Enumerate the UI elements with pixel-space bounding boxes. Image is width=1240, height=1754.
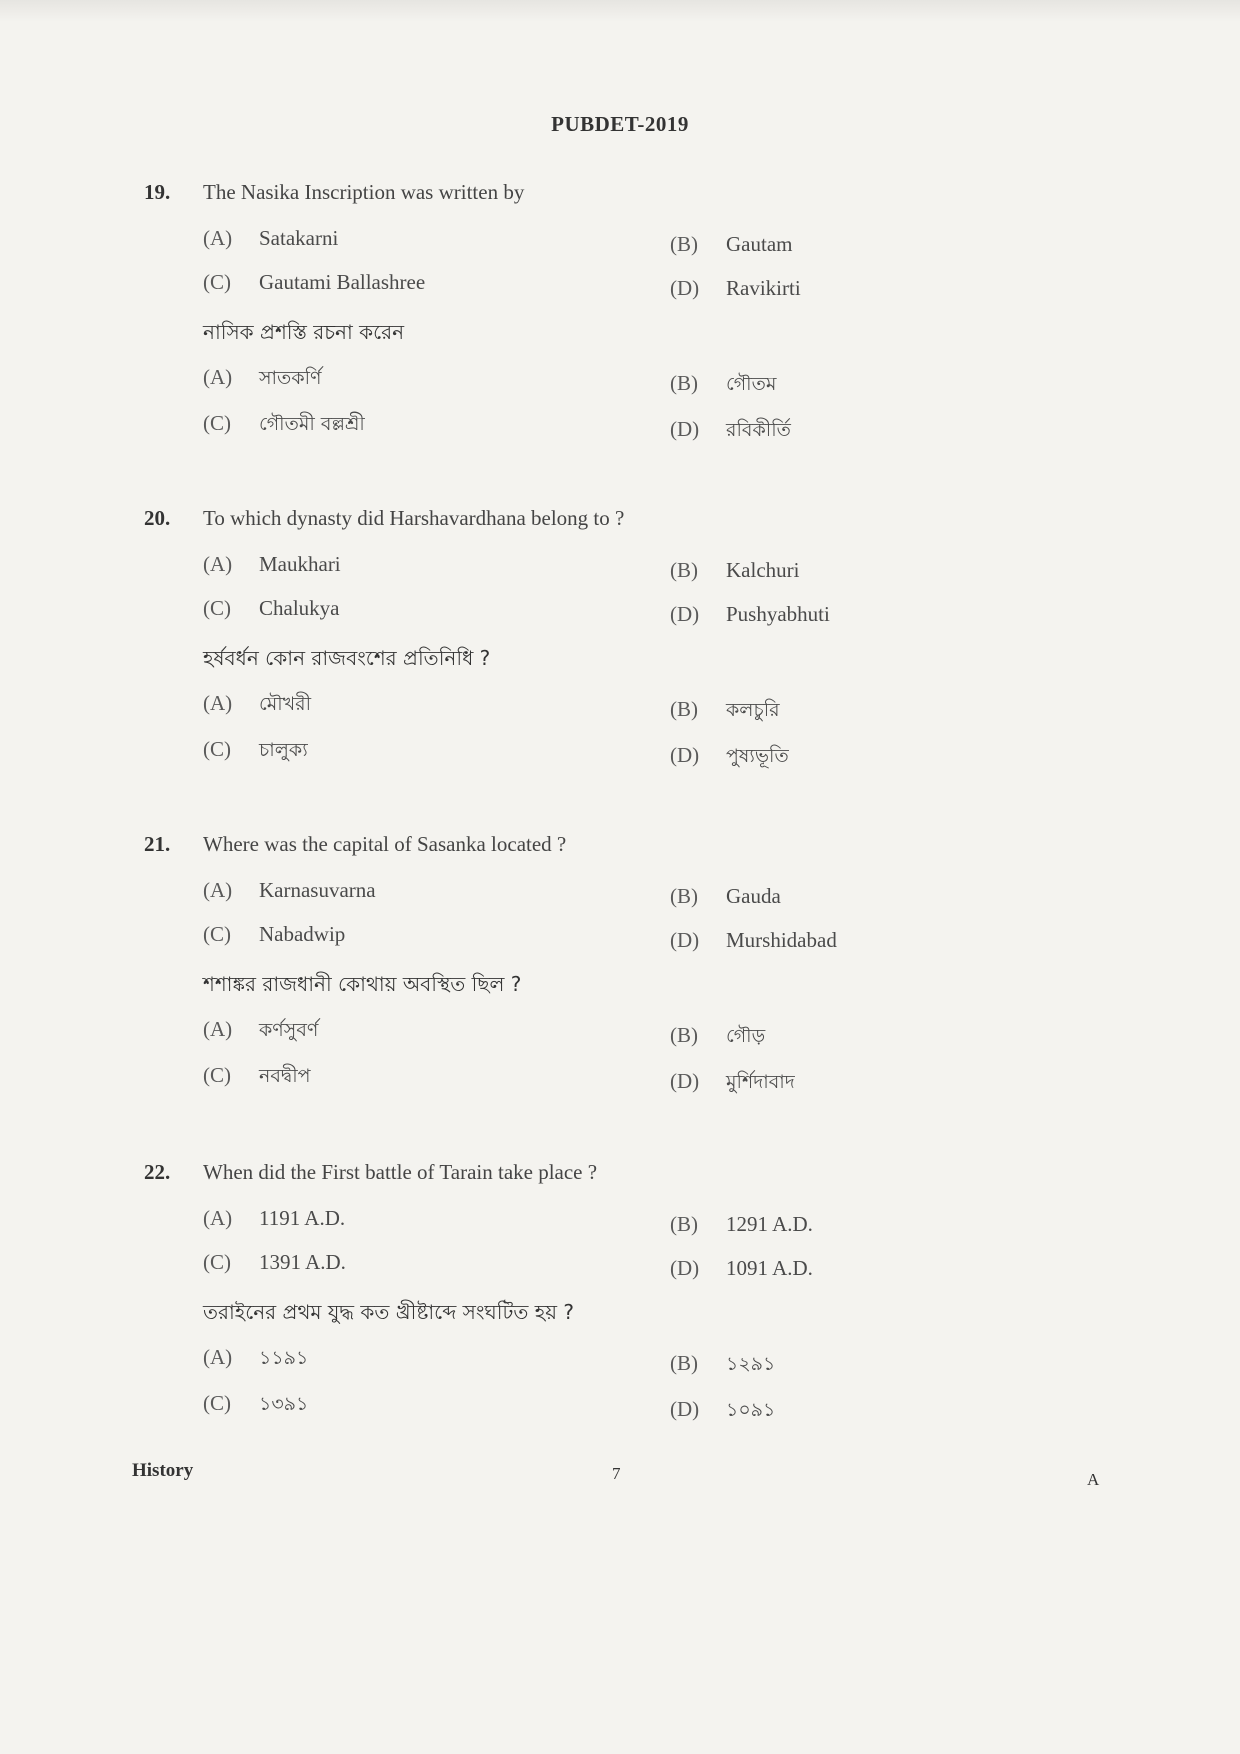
- option-b: (B) Gautam: [670, 232, 793, 256]
- bengali-option-b: (B) গৌড়: [670, 1023, 766, 1047]
- option-c: (C) Chalukya: [203, 596, 340, 620]
- question-19: [130, 180, 1130, 456]
- bengali-question-text: শশাঙ্কর রাজধানী কোথায় অবস্থিত ছিল ?: [203, 972, 522, 996]
- bengali-option-a: (A) মৌখরী: [203, 691, 312, 715]
- bengali-option-b: (B) ১২৯১: [670, 1351, 776, 1375]
- option-a: (A) Karnasuvarna: [203, 878, 376, 902]
- subject-label: History: [132, 1460, 194, 1481]
- option-c: (C) 1391 A.D.: [203, 1250, 346, 1274]
- option-d: (D) 1091 A.D.: [670, 1256, 813, 1280]
- bengali-option-a: (A) কর্ণসুবর্ণ: [203, 1017, 319, 1041]
- question-number: 21.: [144, 832, 171, 856]
- bengali-option-d: (D) পুষ্যভূতি: [670, 743, 789, 767]
- option-b: (B) Gauda: [670, 884, 781, 908]
- page-header: PUBDET-2019: [551, 112, 689, 136]
- option-d: (D) Murshidabad: [670, 928, 837, 952]
- bengali-option-c: (C) গৌতমী বল্লশ্রী: [203, 411, 365, 435]
- bengali-question-text: তরাইনের প্রথম যুদ্ধ কত খ্রীষ্টাব্দে সংঘটিত হয় ?: [203, 1300, 575, 1324]
- option-b: (B) Kalchuri: [670, 558, 800, 582]
- question-number: 22.: [144, 1160, 171, 1184]
- question-text: Where was the capital of Sasanka located ?: [203, 832, 567, 856]
- bengali-option-a: (A) ১১৯১: [203, 1345, 309, 1369]
- scan-top-edge: [0, 0, 1240, 22]
- option-a: (A) Satakarni: [203, 226, 339, 250]
- bengali-question-text: হর্ষবর্ধন কোন রাজবংশের প্রতিনিধি ?: [203, 646, 491, 670]
- page-footer: [132, 1460, 1102, 1490]
- option-d: (D) Pushyabhuti: [670, 602, 830, 626]
- question-text: When did the First battle of Tarain take place ?: [203, 1160, 598, 1184]
- bengali-option-d: (D) ১০৯১: [670, 1397, 776, 1421]
- set-code: A: [1087, 1470, 1100, 1489]
- option-b: (B) 1291 A.D.: [670, 1212, 813, 1236]
- option-d: (D) Ravikirti: [670, 276, 801, 300]
- bengali-option-b: (B) গৌতম: [670, 371, 777, 395]
- bengali-option-b: (B) কলচুরি: [670, 697, 780, 721]
- question-22: [130, 1160, 1130, 1436]
- question-20: [130, 506, 1130, 782]
- bengali-option-c: (C) নবদ্বীপ: [203, 1063, 311, 1087]
- page-number: 7: [612, 1464, 621, 1483]
- question-21: [130, 832, 1130, 1108]
- option-c: (C) Gautami Ballashree: [203, 270, 426, 294]
- bengali-option-c: (C) চালুক্য: [203, 737, 308, 761]
- option-a: (A) 1191 A.D.: [203, 1206, 346, 1230]
- question-text: To which dynasty did Harshavardhana belong to ?: [203, 506, 625, 530]
- question-number: 19.: [144, 180, 171, 204]
- question-number: 20.: [144, 506, 171, 530]
- option-a: (A) Maukhari: [203, 552, 341, 576]
- bengali-option-d: (D) মুর্শিদাবাদ: [670, 1069, 795, 1093]
- bengali-option-d: (D) রবিকীর্তি: [670, 417, 791, 441]
- bengali-question-text: নাসিক প্রশস্তি রচনা করেন: [203, 320, 405, 344]
- option-c: (C) Nabadwip: [203, 922, 346, 946]
- bengali-option-a: (A) সাতকর্ণি: [203, 365, 322, 389]
- question-text: The Nasika Inscription was written by: [203, 180, 525, 204]
- bengali-option-c: (C) ১৩৯১: [203, 1391, 309, 1415]
